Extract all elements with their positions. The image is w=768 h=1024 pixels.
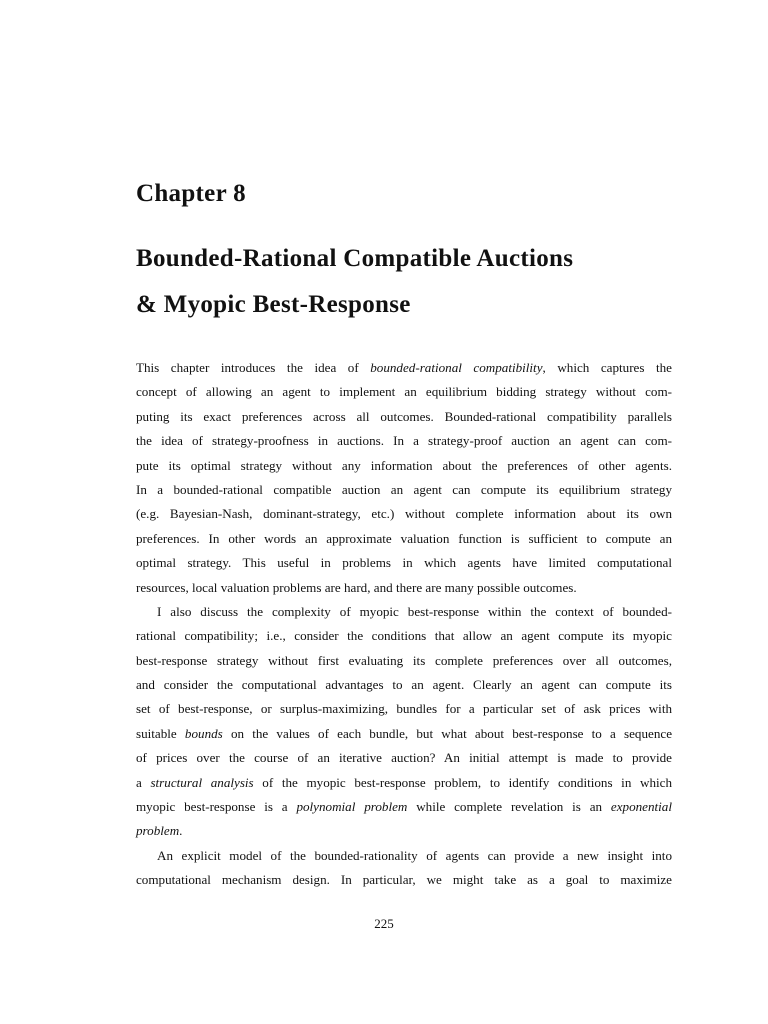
text-line — [136, 746, 672, 770]
emphasized-text: bounds — [184, 725, 223, 741]
paragraph — [136, 356, 672, 600]
text-line — [136, 624, 672, 648]
text-run: In a bounded-rational compatible auction an agent can compute its equilibrium strategy — [136, 481, 672, 497]
body-text — [136, 356, 672, 893]
text-run: on the values of each bundle, but what about best-response to a sequence — [222, 725, 673, 741]
text-line — [136, 551, 672, 575]
text-run: , which captures the — [542, 360, 672, 375]
text-line — [136, 697, 672, 721]
text-run: . — [179, 823, 183, 839]
text-line — [136, 844, 672, 868]
chapter-title-line: & Myopic Best-Response — [136, 291, 411, 318]
text-run: computational mechanism design. In particular, we might take as a goal to maximize — [136, 872, 672, 888]
chapter-title-line: Bounded-Rational Compatible Auctions — [136, 245, 574, 272]
text-line — [136, 795, 672, 819]
emphasized-text: polynomial problem — [296, 799, 408, 815]
text-run: (e.g. Bayesian-Nash, dominant-strategy, etc.) without complete information about its own — [136, 506, 672, 522]
chapter-title — [136, 236, 696, 328]
text-line — [136, 771, 672, 795]
text-run: preferences. In other words an approximate valuation function is sufficient to compute an — [136, 530, 672, 546]
text-line — [136, 454, 672, 478]
text-run: best-response strategy without first evaluating its complete preferences over all outcomes, — [136, 652, 672, 668]
text-line — [136, 356, 672, 380]
text-line — [136, 673, 672, 697]
text-line — [136, 819, 672, 843]
text-run: of prices over the course of an iterative auction? An initial attempt is made to provide — [136, 750, 672, 766]
text-run: pute its optimal strategy without any information about the preferences of other agents. — [136, 457, 672, 473]
text-line — [136, 600, 672, 624]
text-line — [136, 527, 672, 551]
emphasized-text: bounded-rational compatibility — [370, 360, 543, 375]
text-line — [136, 649, 672, 673]
text-run: puting its exact preferences across all outcomes. Bounded-rational compatibility parallels — [136, 408, 672, 424]
text-line — [136, 868, 672, 892]
paragraph — [136, 844, 672, 893]
text-run: and consider the computational advantages to an agent. Clearly an agent can compute its — [136, 677, 672, 693]
text-run: suitable — [136, 725, 185, 741]
text-run: resources, local valuation problems are hard, and there are many possible outcomes. — [136, 579, 577, 595]
emphasized-text: structural analysis — [150, 774, 254, 790]
text-line — [136, 502, 672, 526]
emphasized-text: exponential — [610, 799, 672, 815]
emphasized-text: problem — [136, 823, 180, 839]
text-run: This chapter introduces the idea of — [136, 360, 371, 375]
text-run: a — [136, 774, 151, 790]
text-run: concept of allowing an agent to implement an equilibrium bidding strategy without com- — [136, 384, 672, 400]
text-run: myopic best-response is a — [136, 799, 297, 815]
text-run: I also discuss the complexity of myopic best-response within the context of bounded- — [157, 603, 672, 619]
text-line — [136, 429, 672, 453]
page-number: 225 — [374, 916, 394, 931]
text-run: while complete revelation is an — [407, 799, 611, 815]
text-line — [136, 478, 672, 502]
text-line — [136, 405, 672, 429]
text-run: optimal strategy. This useful in problems in which agents have limited computational — [136, 555, 672, 571]
text-run: the idea of strategy-proofness in auctions. In a strategy-proof auction an agent can com- — [136, 433, 672, 449]
paragraph — [136, 600, 672, 844]
text-line — [136, 722, 672, 746]
text-run: An explicit model of the bounded-rationality of agents can provide a new insight into — [157, 847, 672, 863]
chapter-label: Chapter 8 — [136, 180, 246, 207]
text-line — [136, 576, 672, 600]
text-line — [136, 380, 672, 404]
text-run: of the myopic best-response problem, to identify conditions in which — [253, 774, 672, 790]
text-run: set of best-response, or surplus-maximizing, bundles for a particular set of ask prices with — [136, 701, 672, 717]
text-run: rational compatibility; i.e., consider the conditions that allow an agent compute its myopic — [136, 628, 672, 644]
